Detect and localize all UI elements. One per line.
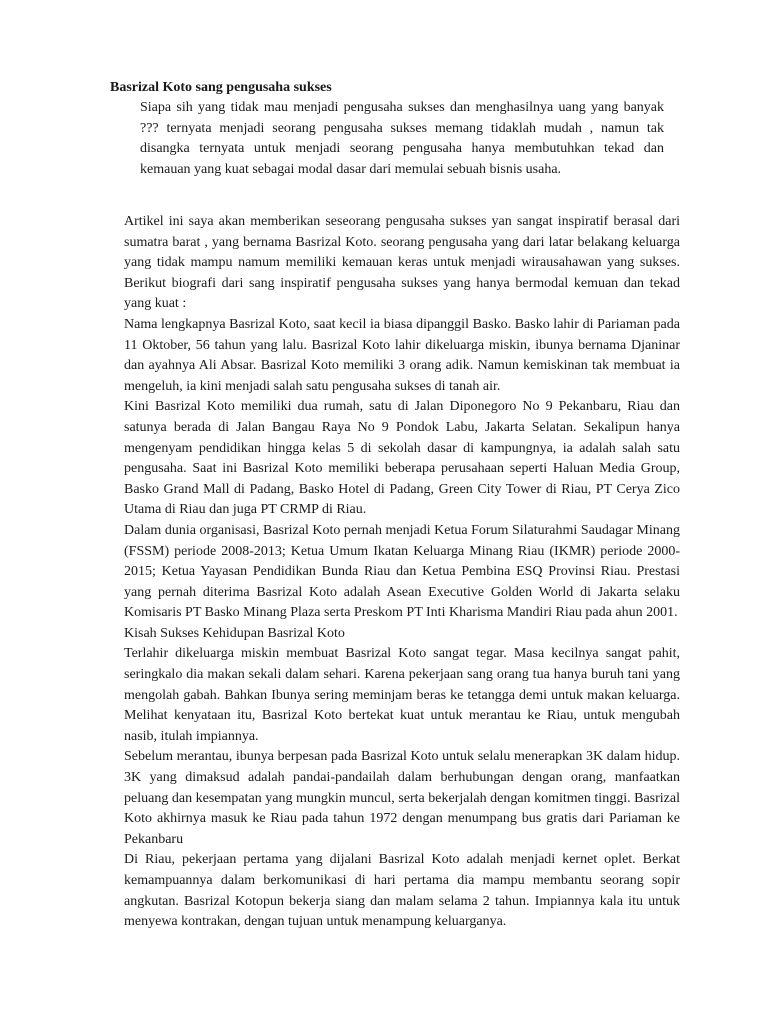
paragraph-first-job: Di Riau, pekerjaan pertama yang dijalani Basrizal Koto adalah menjadi kernet oplet. Berkat kemampuannya dalam berkomunikasi di hari pertama dia mampu membantu seorang sopir angkutan. Basrizal Kotopun bekerja siang dan malam selama 2 tahun. Impiannya kala itu untuk menyewa kontrakan, dengan tujuan untuk menampung keluarganya. [124, 852, 680, 930]
paragraph-article-intro: Artikel ini saya akan memberikan seseorang pengusaha sukses yan sangat inspiratif berasal dari sumatra barat , yang bernama Basrizal Koto. seorang pengusaha yang dari latar belakang keluarga yang tidak mampu namum memiliki kemauan keras untuk menjadi wirausahawan yang sukses. Berikut biografi dari sang inspiratif pengusaha sukses yang hanya bermodal kemuan dan tekad yang kuat : [124, 214, 680, 312]
paragraph-organizations: Dalam dunia organisasi, Basrizal Koto pernah menjadi Ketua Forum Silaturahmi Saudagar Minang (FSSM) periode 2008-2013; Ketua Umum Ikatan Keluarga Minang Riau (IKMR) periode 2000-2015; Ketua Yayasan Pendidikan Bunda Riau dan Ketua Pembina ESQ Provinsi Riau. Prestasi yang pernah diterima Basrizal Koto adalah Asean Executive Golden World di Jakarta selaku Komisaris PT Basko Minang Plaza serta Preskom PT Inti Kharisma Mandiri Riau pada ahun 2001. [124, 522, 680, 621]
article-body [124, 212, 680, 933]
paragraph-biography: Nama lengkapnya Basrizal Koto, saat kecil ia biasa dipanggil Basko. Basko lahir di Pariaman pada 11 Oktober, 56 tahun yang lalu. Basrizal Koto lahir dikeluarga miskin, ibunya bernama Djaninar dan ayahnya Ali Absar. Basrizal Koto memiliki 3 orang adik. Namun kemiskinan tak membuat ia mengeluh, ia kini menjadi salah satu pengusaha sukses di tanah air. [124, 316, 680, 394]
paragraph-childhood: Terlahir dikeluarga miskin membuat Basrizal Koto sangat tegar. Masa kecilnya sangat pahit, seringkalo dia makan sekali dalam sehari. Karena pekerjaan sang orang tua hanya buruh tani yang mengolah gabah. Bahkan Ibunya sering meminjam beras ke tetangga demi untuk makan keluarga. Melihat kenyataan itu, Basrizal Koto bertekat kuat untuk merantau ke Riau, untuk mengubah nasib, itulah impiannya. [124, 646, 680, 744]
paragraph-before-migrating: Sebelum merantau, ibunya berpesan pada Basrizal Koto untuk selalu menerapkan 3K dalam hidup. 3K yang dimaksud adalah pandai-pandailah dalam berhubungan dengan orang, manfaatkan peluang dan kesempatan yang mungkin muncul, serta bekerjalah dengan komitmen tinggi. Basrizal Koto akhirnya masuk ke Riau pada tahun 1972 dengan menumpang bus gratis dari Pariaman ke Pekanbaru [124, 749, 680, 847]
intro-paragraph: Siapa sih yang tidak mau menjadi pengusaha sukses dan menghasilnya uang yang banyak ??? ternyata menjadi seorang pengusaha sukses memang tidaklah mudah , namun tak disangka ternyata untuk menjadi seorang pengusaha hanya membutuhkan tekad dan kemauan yang kuat sebagai modal dasar dari memulai sebuah bisnis usaha. [140, 100, 664, 177]
paragraph-businesses: Kini Basrizal Koto memiliki dua rumah, satu di Jalan Diponegoro No 9 Pekanbaru, Riau dan satunya berada di Jalan Bangau Raya No 9 Pondok Labu, Jakarta Selatan. Sekalipun hanya mengenyam pendidikan hingga kelas 5 di sekolah dasar di kampungnya, ia adalah salah satu pengusaha. Saat ini Basrizal Koto memiliki beberapa perusahaan seperti Haluan Media Group, Basko Grand Mall di Padang, Basko Hotel di Padang, Green City Tower di Riau, PT Cerya Zico Utama di Riau dan juga PT CRMP di Riau. [124, 399, 680, 518]
section-heading: Kisah Sukses Kehidupan Basrizal Koto [124, 625, 345, 641]
document-title: Basrizal Koto sang pengusaha sukses [110, 80, 332, 95]
